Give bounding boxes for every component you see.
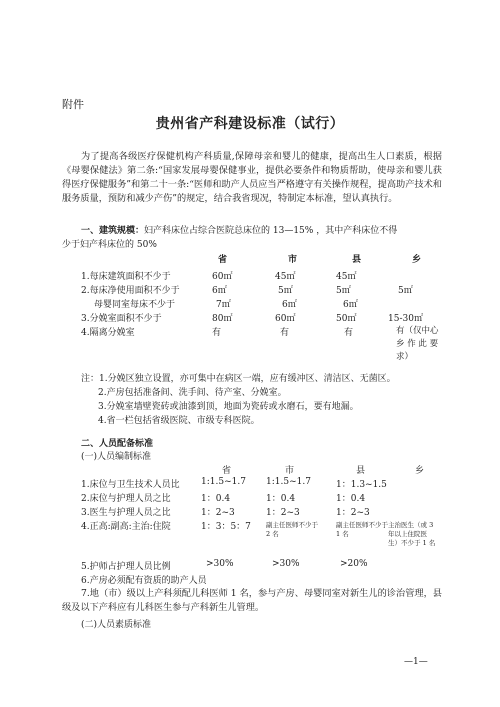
table2-col-province: 省 bbox=[222, 466, 232, 476]
intro-paragraph: 为了提高各级医疗保健机构产科质量,保障母亲和婴儿的健康，提高出生人口素质，根据《母婴保健法》第二条:“国家发展母婴保健事业，提供必要条件和物质帮助，使母亲和婴儿获得医疗保健服务”和第二十一条:“医师和助产人员应当严格遵守有关操作规程，提高助产技术和服务质量，预防和减少产伤”的规定，结合我省现况，特制定本标准，望认真执行。 bbox=[62, 151, 442, 204]
note-4: 4.省一栏包括省级医院、市级专科医院。 bbox=[98, 416, 260, 426]
table2-cell: >20% bbox=[340, 559, 368, 569]
table2-cell: 1：2~3 bbox=[336, 508, 370, 518]
table1-cell: 7㎡ bbox=[216, 300, 231, 310]
section-1-text-a: 妇产科床位占综合医院总床位的 13—15% ，其中产科床位不得 bbox=[144, 226, 398, 236]
table2-cell-county-staff: 副主任医师不少于 1 名 bbox=[336, 521, 388, 538]
table2-row-label: 3.医生与护理人员之比 bbox=[81, 508, 171, 518]
table2-cell: 1:1.5~1.7 bbox=[201, 477, 246, 487]
table2-row-label: 5.护师占护理人员比例 bbox=[81, 562, 171, 572]
table1-cell: 50㎡ bbox=[336, 314, 357, 324]
section-1-line bbox=[81, 223, 397, 236]
table1-cell: 60㎡ bbox=[275, 314, 296, 324]
table1-row-label: 母婴同室每床不少于 bbox=[94, 300, 176, 310]
table1-row-label: 1.每床建筑面积不少于 bbox=[81, 272, 171, 282]
page-title: 贵州省产科建设标准（试行） bbox=[155, 116, 345, 132]
note-3: 3.分娩室墙壁瓷砖或油漆到顶，地面为瓷砖或水磨石，要有地漏。 bbox=[98, 402, 359, 412]
table1-cell-township-isolation: 有（仅中心乡 作 此 要求） bbox=[396, 326, 439, 362]
table1-cell: 60㎡ bbox=[212, 272, 233, 282]
table1-cell: 6㎡ bbox=[282, 300, 297, 310]
table2-cell: 1：0.4 bbox=[266, 494, 296, 504]
table1-cell: 15-30㎡ bbox=[388, 314, 423, 324]
table1-col-county: 县 bbox=[352, 255, 362, 265]
table2-row-label: 1.床位与卫生技术人员比 bbox=[81, 480, 180, 490]
table1-row-label: 4.隔离分娩室 bbox=[81, 328, 135, 338]
table1-col-province: 省 bbox=[218, 255, 228, 265]
table2-cell: >30% bbox=[272, 559, 300, 569]
table1-col-city: 市 bbox=[288, 255, 298, 265]
section-1-text-b: 少于妇产科床位的 50% bbox=[62, 240, 157, 250]
table2-col-township: 乡 bbox=[415, 466, 425, 476]
table2-cell: 1：3：5：7 bbox=[201, 522, 251, 532]
table2-row-label: 4.正高:副高:主治:住院 bbox=[81, 522, 171, 532]
table2-cell: 1:1.5~1.7 bbox=[266, 477, 311, 487]
table1-cell: 5㎡ bbox=[278, 286, 293, 296]
table2-cell: 1：0.4 bbox=[201, 494, 231, 504]
table1-row-label: 3.分娩室面积不少于 bbox=[81, 314, 162, 324]
table2-cell-city-staff: 副主任医师不少于 2 名 bbox=[266, 521, 318, 538]
table2-row-label: 2.床位与护理人员之比 bbox=[81, 494, 171, 504]
table1-cell: 有 bbox=[212, 328, 222, 338]
table1-cell: 80㎡ bbox=[212, 314, 233, 324]
table1-cell: 45㎡ bbox=[336, 272, 357, 282]
table2-col-county: 县 bbox=[356, 466, 366, 476]
note-1: 注：1.分娩区独立设置，亦可集中在病区一端，应有缓冲区、清洁区、无菌区。 bbox=[81, 374, 396, 384]
page-number: —1— bbox=[404, 657, 428, 667]
item-6: 6.产房必须配有资质的助产人员 bbox=[81, 576, 207, 586]
table1-cell: 6㎡ bbox=[343, 300, 358, 310]
table1-cell: 5㎡ bbox=[398, 286, 413, 296]
table2-cell: >30% bbox=[206, 559, 234, 569]
section-2-sub2: (二)人员素质标准 bbox=[81, 620, 152, 630]
table1-col-township: 乡 bbox=[412, 255, 422, 265]
table1-row-label: 2.每床净使用面积不少于 bbox=[81, 286, 180, 296]
table1-cell: 6㎡ bbox=[212, 286, 227, 296]
table2-cell: 1：1.3~1.5 bbox=[336, 480, 387, 490]
table1-cell: 有 bbox=[344, 328, 354, 338]
attachment-label: 附件 bbox=[62, 98, 84, 111]
section-2-heading: 二、人员配备标准 bbox=[81, 439, 154, 449]
table2-cell-township-staff: 主治医生（或 3年以上住院医生）不少于 1 名 bbox=[388, 521, 436, 547]
table2-col-city: 市 bbox=[285, 466, 295, 476]
table1-cell: 45㎡ bbox=[275, 272, 296, 282]
table1-cell: 有 bbox=[280, 328, 290, 338]
table2-cell: 1：2~3 bbox=[266, 508, 300, 518]
note-2: 2.产房包括准备间、洗手间、待产室、分娩室。 bbox=[98, 388, 287, 398]
table2-cell: 1：2~3 bbox=[201, 508, 235, 518]
section-1-heading: 一、建筑规模： bbox=[81, 226, 145, 236]
table2-cell: 1：0.4 bbox=[336, 494, 366, 504]
item-7: 7.地（市）级以上产科须配儿科医师 1 名，参与产房、母婴同室对新生儿的诊治管理，县级及以下产科应有儿科医生参与产科新生儿管理。 bbox=[62, 588, 442, 613]
section-2-sub1: (一)人员编制标准 bbox=[81, 452, 152, 462]
table1-cell: 5㎡ bbox=[336, 286, 351, 296]
